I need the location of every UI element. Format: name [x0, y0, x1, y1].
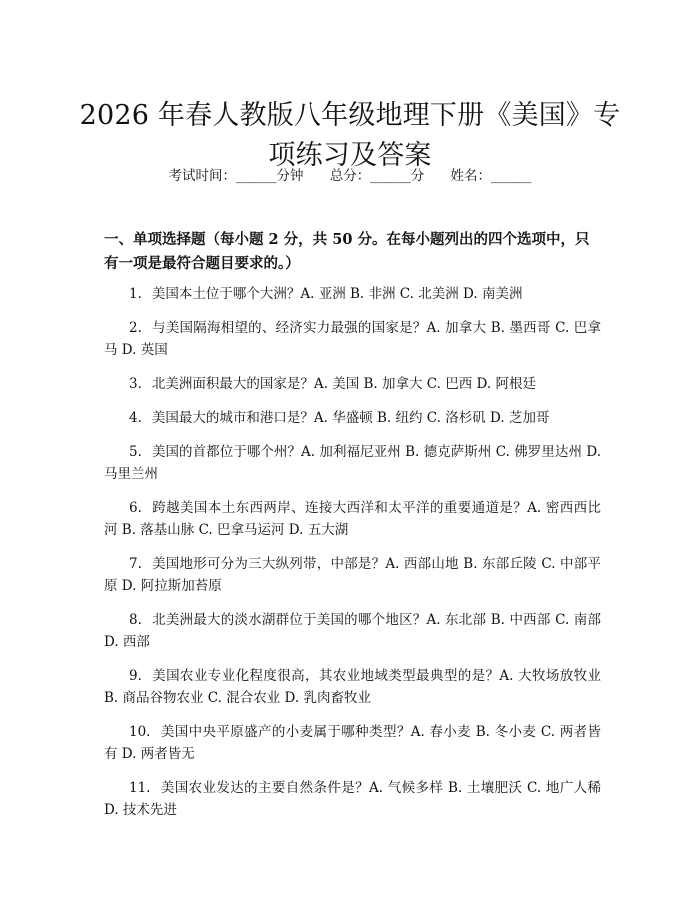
question-number: 4. — [129, 410, 142, 426]
question-item — [104, 721, 601, 765]
exam-time-field: 考试时间：______分钟 — [168, 168, 304, 184]
question-number: 5. — [129, 444, 142, 460]
question-text: 美国的首都位于哪个州？A. 加利福尼亚州 B. 德克萨斯州 C. 佛罗里达州 D. 马里兰州 — [104, 444, 601, 482]
question-text: 北美洲最大的淡水湖群位于美国的哪个地区？A. 东北部 B. 中西部 C. 南部 D. 西部 — [104, 612, 601, 650]
question-number: 7. — [129, 556, 142, 572]
total-score-field: 总分：______分 — [329, 168, 425, 184]
question-item — [104, 777, 601, 821]
question-item — [104, 317, 601, 361]
question-number: 6. — [129, 500, 142, 516]
question-item — [104, 553, 601, 597]
question-item — [104, 497, 601, 541]
question-number: 11. — [129, 780, 151, 796]
section-heading: 一、单项选择题（每小题 2 分，共 50 分。在每小题列出的四个选项中，只有一项是最符合题目要求的。） — [104, 231, 590, 272]
question-number: 9. — [129, 668, 142, 684]
question-item — [104, 665, 601, 709]
question-number: 2. — [129, 320, 142, 336]
student-name-field: 姓名：______ — [450, 168, 532, 184]
question-text: 美国农业发达的主要自然条件是？A. 气候多样 B. 土壤肥沃 C. 地广人稀 D. 技术先进 — [104, 780, 601, 818]
document-title: 2026 年春人教版八年级地理下册《美国》专项练习及答案 — [79, 100, 621, 172]
question-number: 8. — [129, 612, 142, 628]
question-number: 1. — [129, 286, 142, 302]
question-text: 跨越美国本土东西两岸、连接大西洋和太平洋的重要通道是？A. 密西西比河 B. 落基山脉 C. 巴拿马运河 D. 五大湖 — [104, 500, 601, 538]
exam-info-line — [0, 166, 700, 186]
question-list — [104, 283, 601, 833]
question-text: 美国最大的城市和港口是？A. 华盛顿 B. 纽约 C. 洛杉矶 D. 芝加哥 — [151, 410, 550, 426]
question-text: 美国地形可分为三大纵列带，中部是？A. 西部山地 B. 东部丘陵 C. 中部平原 D. 阿拉斯加苔原 — [104, 556, 601, 594]
question-item — [104, 407, 601, 429]
question-text: 与美国隔海相望的、经济实力最强的国家是？A. 加拿大 B. 墨西哥 C. 巴拿马 D. 英国 — [104, 320, 601, 358]
question-number: 3. — [129, 376, 142, 392]
question-text: 美国农业专业化程度很高，其农业地域类型最典型的是？A. 大牧场放牧业 B. 商品谷物农业 C. 混合农业 D. 乳肉畜牧业 — [104, 668, 601, 706]
question-item — [104, 373, 601, 395]
question-item — [104, 283, 601, 305]
question-text: 北美洲面积最大的国家是？A. 美国 B. 加拿大 C. 巴西 D. 阿根廷 — [151, 376, 536, 392]
question-item — [104, 609, 601, 653]
question-text: 美国中央平原盛产的小麦属于哪种类型？A. 春小麦 B. 冬小麦 C. 两者皆有 D. 两者皆无 — [104, 724, 601, 762]
question-text: 美国本土位于哪个大洲？A. 亚洲 B. 非洲 C. 北美洲 D. 南美洲 — [151, 286, 523, 302]
question-item — [104, 441, 601, 485]
question-number: 10. — [129, 724, 151, 740]
